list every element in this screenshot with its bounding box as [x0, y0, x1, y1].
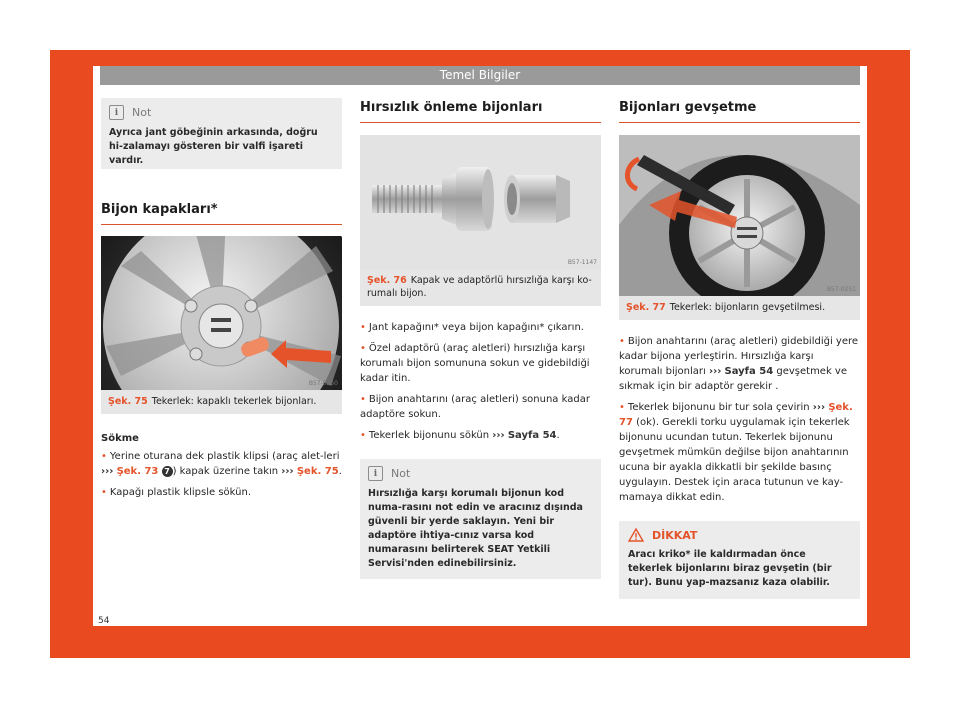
list-item: • Kapağı plastik klipsle sökün.	[101, 487, 252, 498]
column-3	[619, 98, 860, 599]
figure-caption	[101, 390, 342, 414]
list-item: • Jant kapağını* veya bijon kapağını* çıkarın.	[360, 322, 584, 333]
warning-box	[619, 521, 860, 599]
note-title: Not	[132, 106, 152, 119]
list-item: • Bijon anahtarını (araç aletleri) gidebildiği yere kadar bijona yerleştirin. Hırsızlığa karşı korumalı bijonları ››› Sayfa 54 gevşetmek ve sıkmak için bir adaptör gerekir .	[619, 336, 859, 392]
figure-caption	[619, 296, 860, 320]
note-box	[101, 98, 342, 169]
callout-number: 7	[162, 466, 173, 477]
link-sayfa-54[interactable]: Sayfa 54	[507, 430, 557, 441]
list-item: • Özel adaptörü (araç aletleri) hırsızlığa karşı korumalı bijon somununa sokun ve gidebildiği kadar itin.	[360, 343, 590, 384]
note-text: Hırsızlığa karşı korumalı bijonun kod numa-rasını not edin ve aracınız dışında güvenli bir yerde saklayın. Yeni bir adaptöre ihtiya-cınız varsa kod numarasını belirterek SEAT Yetkili Servisi'nden edinebilirsiniz.	[368, 488, 583, 569]
link-sayfa-54[interactable]: Sayfa 54	[724, 366, 774, 377]
figure-label: Şek. 77	[626, 302, 666, 313]
bolt-photo	[360, 135, 601, 269]
section-heading: Bijonları gevşetme	[619, 100, 860, 123]
figure-label: Şek. 75	[108, 396, 148, 407]
anti-theft-bolt-illustration	[360, 135, 601, 269]
info-icon: i	[109, 105, 124, 120]
list-item: • Tekerlek bijonunu bir tur sola çevirin ››› Şek. 77 (ok). Gerekli torku uygulamak için tekerlek bijonunu ucundan tutun. Tekerlek bijonunu gevşetmek mümkün değilse bijon anahtarının ucuna bir ayakla dikkatli bir şekilde basınç uygulayın. Destek için araca tutunun ve kay-mamaya dikkat edin.	[619, 402, 853, 503]
info-icon: i	[368, 466, 383, 481]
bullet-icon: •	[619, 336, 625, 347]
section-heading: Bijon kapakları*	[101, 202, 342, 225]
subheading-sokme: Sökme	[101, 433, 139, 444]
bullet-icon: •	[360, 394, 366, 405]
note-title: Not	[391, 467, 411, 480]
list-item: • Tekerlek bijonunu sökün ››› Sayfa 54.	[360, 430, 560, 441]
warning-triangle-icon	[628, 528, 644, 542]
figure-label: Şek. 76	[367, 275, 407, 286]
figure-ref: B57-1147	[567, 259, 597, 266]
figure-ref: B57-0250	[308, 380, 338, 387]
column-2	[360, 98, 601, 579]
note-box	[360, 459, 601, 579]
bullet-icon: •	[360, 430, 366, 441]
link-sek-73[interactable]: Şek. 73	[116, 466, 159, 477]
bullet-icon: •	[360, 343, 366, 354]
figure-caption-text: Tekerlek: kapaklı tekerlek bijonları.	[151, 396, 317, 407]
page-number: 54	[98, 616, 110, 626]
warning-title: DİKKAT	[652, 528, 698, 542]
page-header: Temel Bilgiler	[100, 66, 860, 85]
figure-ref: B57-0251	[826, 286, 856, 293]
warning-text: Aracı kriko* ile kaldırmadan önce tekerlek bijonlarını biraz gevşetin (bir tur). Bunu yap-mazsanız kaza olabilir.	[628, 549, 832, 588]
bullet-icon: •	[360, 322, 366, 333]
bullet-icon: •	[619, 402, 625, 413]
wheel-loosening-illustration	[619, 135, 860, 296]
figure-caption-text: Kapak ve adaptörlü hırsızlığa karşı ko-rumalı bijon.	[367, 275, 592, 299]
list-item: • Bijon anahtarını (araç aletleri) sonuna kadar adaptöre sokun.	[360, 394, 590, 420]
wheel-cover-illustration	[101, 236, 342, 390]
section-heading: Hırsızlık önleme bijonları	[360, 100, 601, 123]
loosening-photo	[619, 135, 860, 296]
note-text: Ayrıca jant göbeğinin arkasında, doğru hi-zalamayı gösteren bir valfi işareti vardır.	[109, 127, 318, 166]
figure-caption-text: Tekerlek: bijonların gevşetilmesi.	[669, 302, 826, 313]
figure-caption	[360, 269, 601, 306]
wheel-photo	[101, 236, 342, 390]
list-item: • Yerine oturana dek plastik klipsi (araç alet-leri ››› Şek. 73 7 ) kapak üzerine takın ››› Şek. 75.	[101, 451, 342, 477]
column-1	[101, 98, 342, 500]
link-sek-77[interactable]: Şek. 77	[619, 402, 853, 428]
link-sek-75[interactable]: Şek. 75	[296, 466, 339, 477]
bullet-icon: •	[101, 487, 107, 498]
bullet-icon: •	[101, 451, 107, 462]
